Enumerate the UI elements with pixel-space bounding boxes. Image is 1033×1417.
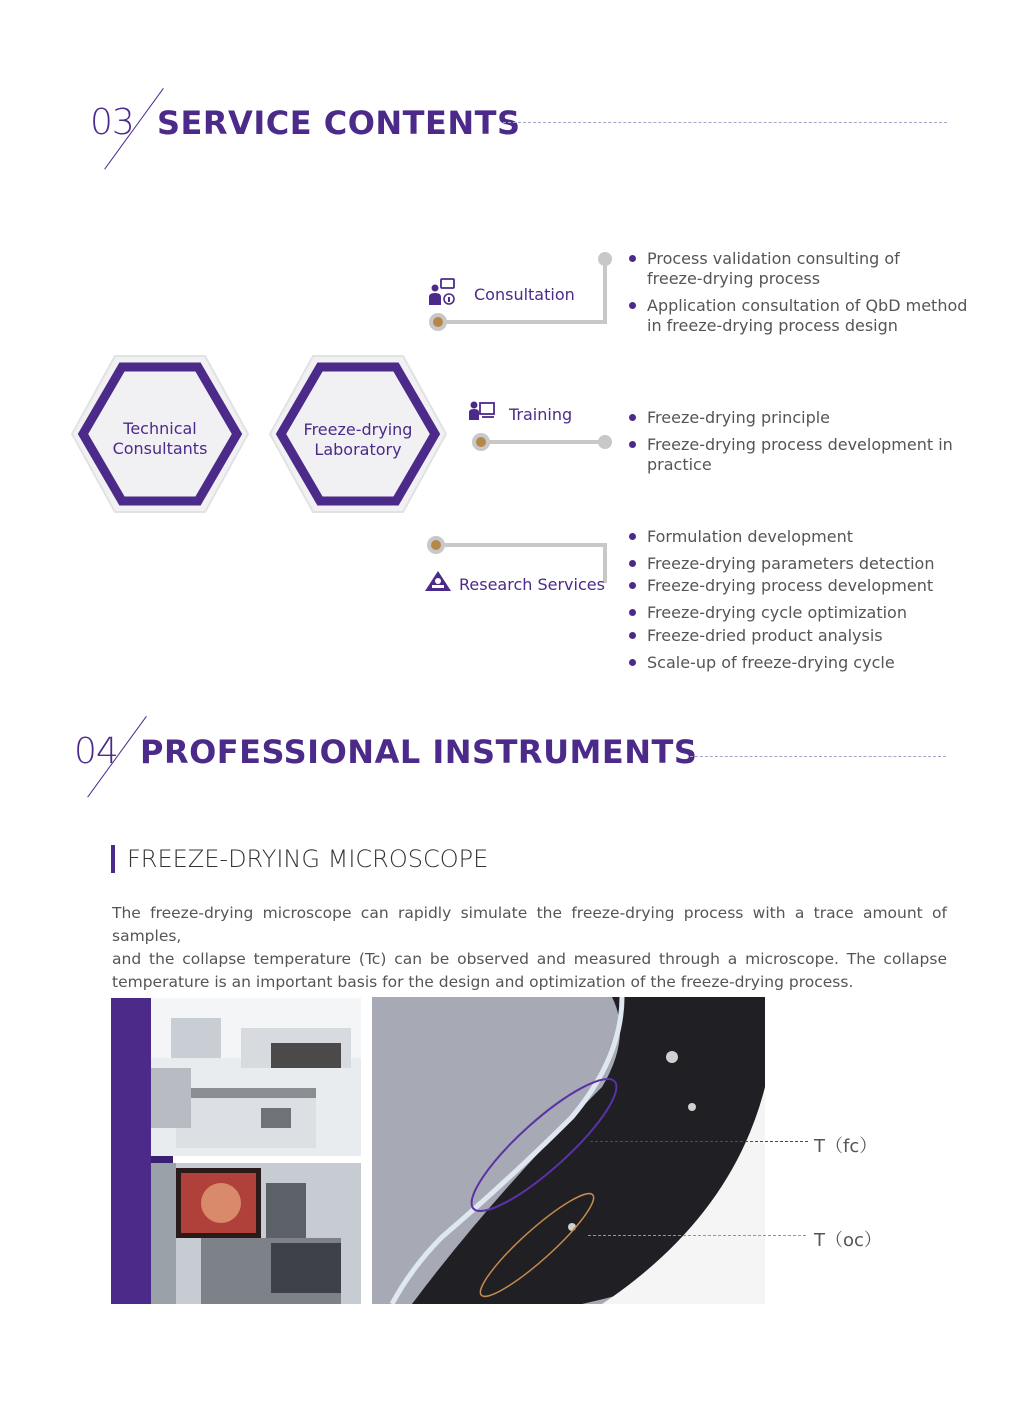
list-item: Application consultation of QbD method (627, 296, 967, 316)
list-item: Freeze-drying cycle optimization (627, 603, 907, 623)
oc-pointer-line (588, 1235, 806, 1236)
hexagon-label-line: Laboratory (314, 440, 402, 459)
consultation-icon (427, 278, 457, 306)
section-number: 04 (74, 731, 118, 772)
hexagon-label-line: Technical (123, 419, 197, 438)
description-paragraph (112, 902, 947, 994)
paragraph-line: The freeze-drying microscope can rapidly simulate the freeze-drying process with a trace amount of samples, (112, 904, 947, 945)
hexagon-label (298, 420, 418, 460)
consultation-bullet-list (627, 249, 967, 339)
list-item: Freeze-drying process development (627, 576, 933, 596)
hexagon-label-line: Consultants (112, 439, 208, 458)
service-label-research: Research Services (459, 575, 605, 594)
list-item-continuation: in freeze-drying process design (647, 316, 898, 335)
list-item: Freeze-dried product analysis (627, 626, 883, 646)
research-bullet-list (627, 527, 967, 677)
subheading-bar (111, 845, 115, 873)
list-item: Freeze-drying parameters detection (627, 554, 934, 574)
hexagon-label-line: Freeze-drying (303, 420, 413, 439)
hexagon-label (100, 419, 220, 459)
service-label-training: Training (509, 405, 573, 424)
research-icon (424, 570, 452, 592)
training-bullet-list (627, 408, 967, 478)
list-item: Scale-up of freeze-drying cycle (627, 653, 895, 673)
paragraph-line: temperature is an important basis for the design and optimization of the freeze-drying process. (112, 973, 854, 991)
laboratory-photo (151, 998, 361, 1156)
microscope-sample-image (372, 997, 765, 1304)
heading-divider (690, 756, 946, 757)
paragraph-line: and the collapse temperature (Tc) can be observed and measured through a microscope. The collapse (112, 950, 947, 968)
list-item-continuation: freeze-drying process (647, 269, 821, 288)
label-t-oc: T（oc） (814, 1230, 882, 1251)
subheading-title: FREEZE-DRYING MICROSCOPE (127, 845, 489, 873)
section-title: PROFESSIONAL INSTRUMENTS (140, 733, 698, 771)
list-item: Freeze-drying process development in (627, 435, 953, 455)
microscope-photo (151, 1163, 361, 1304)
label-t-fc: T（fc） (814, 1136, 878, 1157)
section-title: SERVICE CONTENTS (157, 104, 521, 142)
list-item: Process validation consulting of (627, 249, 900, 269)
heading-divider (503, 122, 947, 123)
training-icon (468, 400, 496, 422)
list-item-continuation: practice (647, 455, 712, 474)
list-item: Freeze-drying principle (627, 408, 830, 428)
section-number: 03 (90, 102, 134, 143)
list-item: Formulation development (627, 527, 853, 547)
fc-pointer-line (590, 1141, 808, 1142)
service-label-consultation: Consultation (474, 285, 575, 304)
